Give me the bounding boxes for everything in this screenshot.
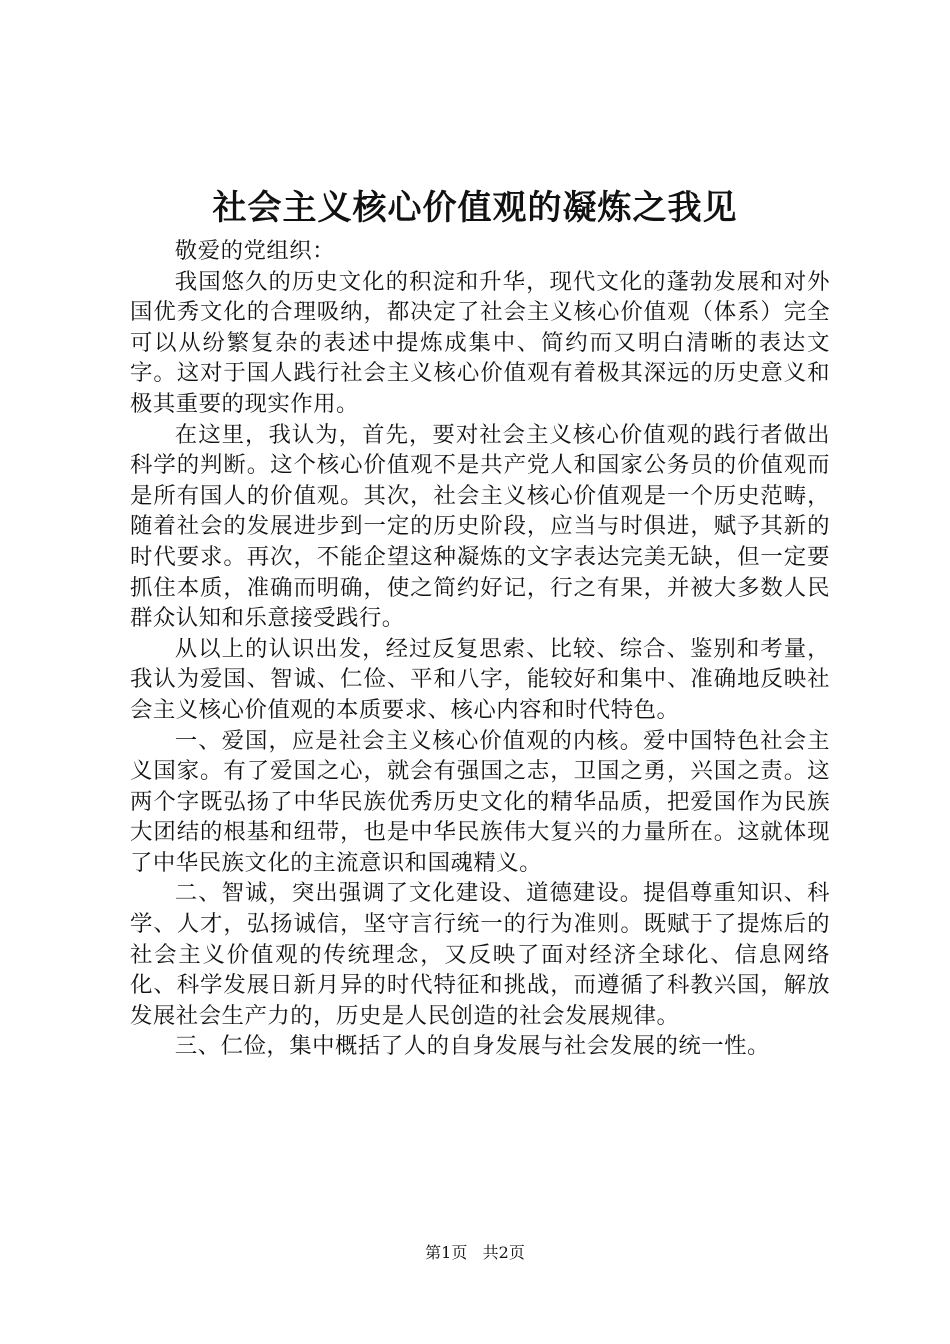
paragraph: 在这里，我认为，首先，要对社会主义核心价值观的践行者做出科学的判断。这个核心价值观不是共产党人和国家公务员的价值观而是所有国人的价值观。其次，社会主义核心价值观是一个历史范畴，随着社会的发展进步到一定的历史阶段，应当与时俱进，赋予其新的时代要求。再次，不能企望这种凝炼的文字表达完美无缺，但一定要抓住本质，准确而明确，使之简约好记，行之有果，并被大多数人民群众认知和乐意接受践行。 xyxy=(130,421,830,632)
paragraph: 二、智诚，突出强调了文化建设、道德建设。提倡尊重知识、科学、人才，弘扬诚信，坚守言行统一的行为准则。既赋于了提炼后的社会主义价值观的传统理念，又反映了面对经济全球化、信息网络化、科学发展日新月异的时代特征和挑战，而遵循了科教兴国，解放发展社会生产力的，历史是人民创造的社会发展规律。 xyxy=(130,880,830,1029)
paragraph: 我国悠久的历史文化的积淀和升华，现代文化的蓬勃发展和对外国优秀文化的合理吸纳，都决定了社会主义核心价值观（体系）完全可以从纷繁复杂的表述中提炼成集中、简约而又明白清晰的表达文字。这对于国人践行社会主义核心价值观有着极其深远的历史意义和极其重要的现实作用。 xyxy=(130,268,830,417)
paragraph: 从以上的认识出发，经过反复思索、比较、综合、鉴别和考量，我认为爱国、智诚、仁俭、平和八字，能较好和集中、准确地反映社会主义核心价值观的本质要求、核心内容和时代特色。 xyxy=(130,635,830,723)
page-footer xyxy=(0,1242,950,1264)
salutation: 敬爱的党组织： xyxy=(174,238,336,264)
paragraph: 一、爱国，应是社会主义核心价值观的内核。爱中国特色社会主义国家。有了爱国之心，就会有强国之志，卫国之勇，兴国之责。这两个字既弘扬了中华民族优秀历史文化的精华品质，把爱国作为民族大团结的根基和纽带，也是中华民族伟大复兴的力量所在。这就体现了中华民族文化的主流意识和国魂精义。 xyxy=(130,727,830,876)
page-separator xyxy=(472,1243,477,1262)
document-body xyxy=(130,236,830,1062)
page-total: 共2页 xyxy=(482,1243,525,1262)
paragraph: 三、仁俭，集中概括了人的自身发展与社会发展的统一性。 xyxy=(174,1033,770,1060)
page-number: 第1页 xyxy=(425,1243,468,1262)
document-title: 社会主义核心价值观的凝炼之我见 xyxy=(212,188,738,228)
